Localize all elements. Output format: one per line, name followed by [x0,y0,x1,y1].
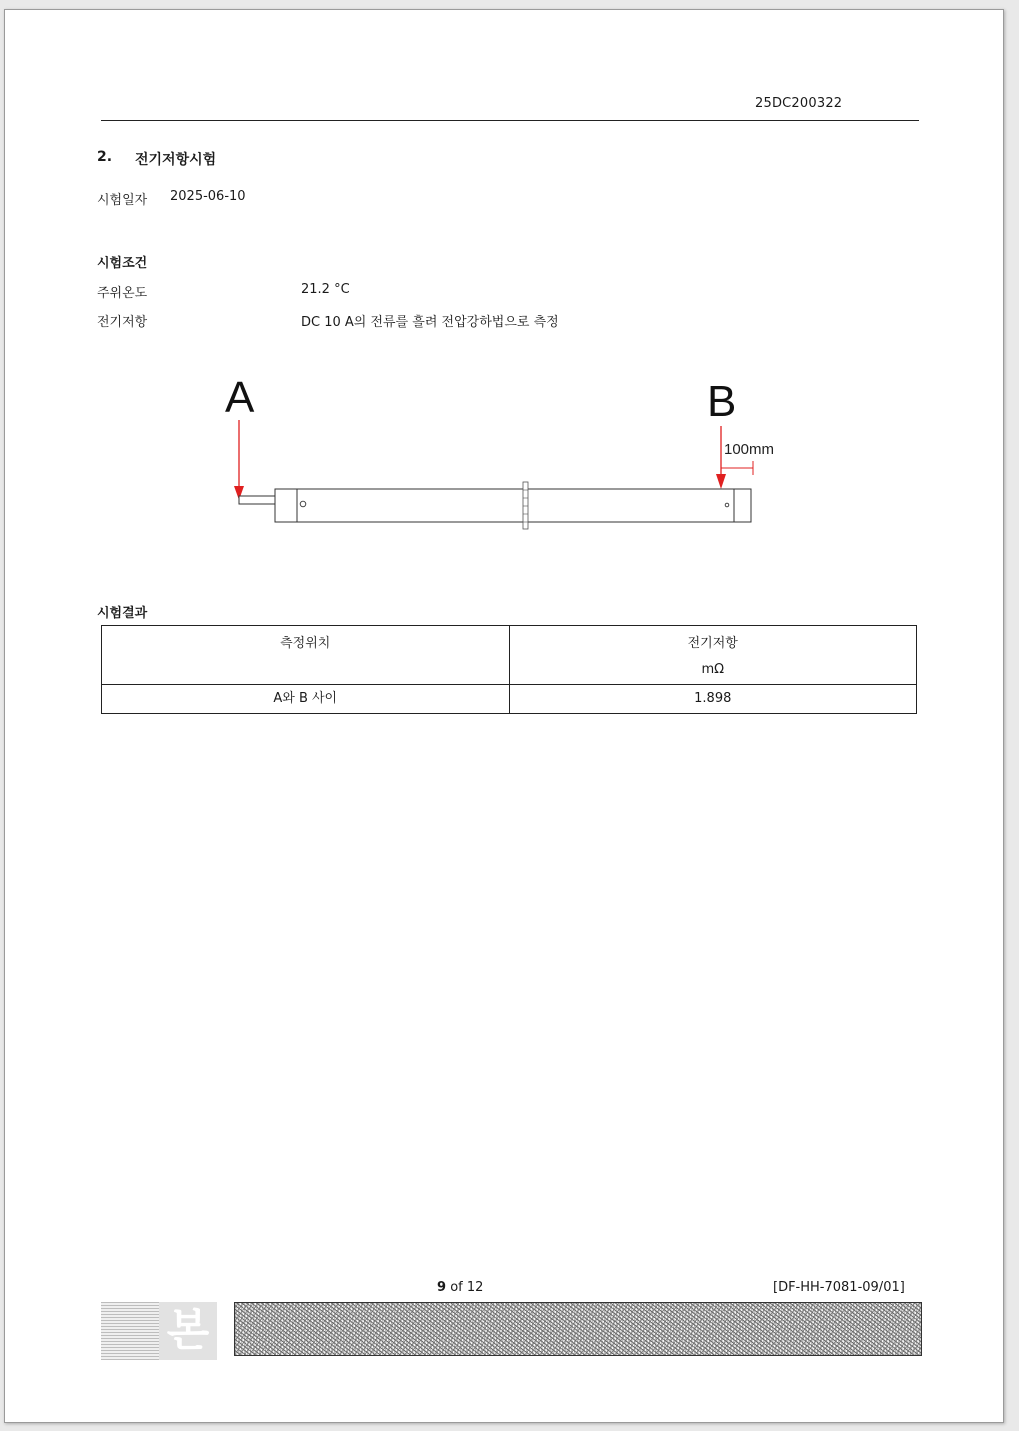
document-page [4,9,1004,1423]
stamp-glyph: 본 [159,1302,217,1360]
original-stamp [101,1302,219,1360]
form-code: [DF-HH-7081-09/01] [773,1280,905,1295]
point-a-label: A [225,373,255,422]
results-table [101,625,917,714]
condition-value-resistance: DC 10 A의 전류를 흘려 전압강하법으로 측정 [301,315,559,330]
condition-label-resistance: 전기저항 [97,315,148,330]
table-row [102,685,917,714]
test-date-value: 2025-06-10 [170,189,246,204]
rod-hole-left [300,501,306,507]
point-b-label: B [707,377,737,426]
rod-end-cap-left [275,489,297,522]
condition-label-temperature: 주위온도 [97,286,148,301]
results-heading: 시험결과 [97,606,148,621]
column-unit: mΩ [701,662,725,677]
stamp-pattern [101,1302,159,1360]
test-date-label: 시험일자 [97,193,148,208]
column-header-position: 측정위치 [102,626,510,685]
document-number: 25DC200322 [755,96,843,111]
rod-hole-right [725,503,729,507]
section-number: 2. [97,149,113,165]
condition-value-temperature: 21.2 °C [301,282,350,297]
security-pattern-band [234,1302,922,1356]
distance-label: 100mm [724,441,775,458]
arrow-b-head [716,474,726,489]
cell-position: A와 B 사이 [102,685,510,714]
conditions-heading: 시험조건 [97,256,148,271]
table-header-row [102,626,917,685]
measurement-diagram [219,362,799,542]
header-divider [101,120,919,121]
section-title: 전기저항시험 [135,152,217,168]
cell-resistance-value: 1.898 [509,685,917,714]
rod-stub [239,496,275,504]
column-header-resistance: 전기저항 mΩ [509,626,917,685]
page-number: 9 of 12 [437,1280,484,1295]
